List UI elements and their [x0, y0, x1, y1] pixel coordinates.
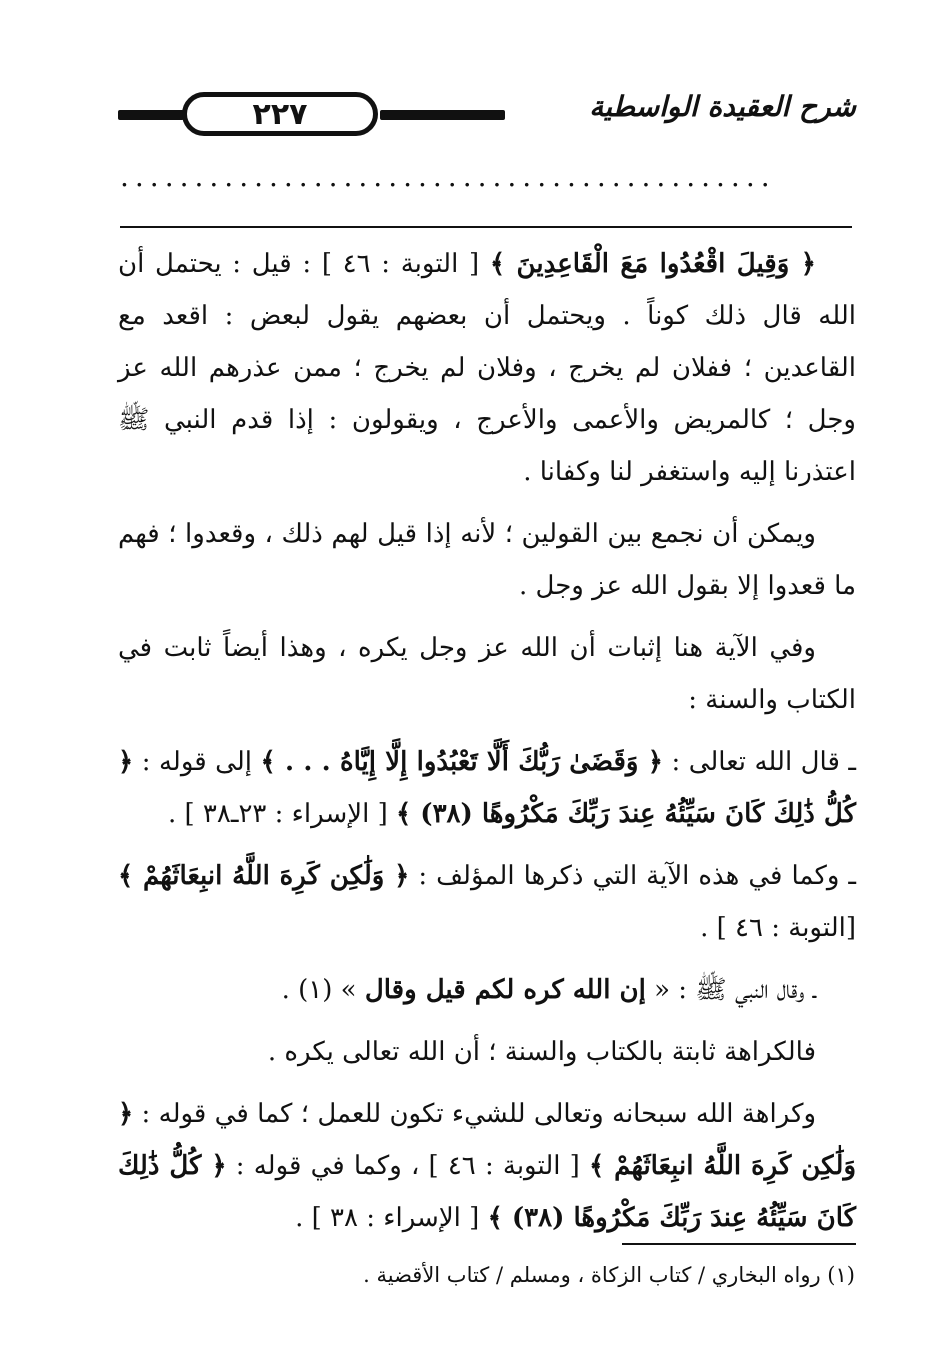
quran-quote: ﴿ وَلَٰكِن كَرِهَ اللَّهُ انبِعَاثَهُمْ ﴾	[118, 861, 410, 891]
page-number: ٢٢٧	[182, 92, 378, 136]
paragraph-text: وكراهة الله سبحانه وتعالى للشيء تكون للعمل ؛ كما في قوله :	[133, 1099, 816, 1129]
paragraph-text: ـ وكما في هذه الآية التي ذكرها المؤلف :	[409, 861, 856, 891]
book-title: شرح العقيدة الواسطية	[589, 90, 856, 123]
paragraph-text: فالكراهة ثابتة بالكتاب والسنة ؛ أن الله تعالى يكره .	[267, 1037, 816, 1067]
header-bar-right	[380, 110, 505, 120]
quran-quote: إن الله كره لكم قيل وقال	[364, 975, 646, 1005]
paragraph-text: ـ قال الله تعالى :	[662, 747, 856, 777]
paragraph-text: [ التوبة : ٤٦ ] ، وكما في قوله :	[226, 1151, 589, 1181]
paragraph-text: [ الإسراء : ٣٨ ] .	[295, 1203, 488, 1233]
paragraph-text: ويمكن أن نجمع بين القولين ؛ لأنه إذا قيل لهم ذلك ، وقعدوا ؛ فهم ما قعدوا إلا بقول الله عز وجل .	[118, 519, 856, 601]
dotted-separator: ............................................	[120, 160, 776, 193]
paragraph-p8	[118, 1088, 856, 1244]
paragraph-text: » (١) .	[281, 975, 365, 1005]
quran-quote: ﴿ كُلُّ ذَٰلِكَ كَانَ سَيِّئُهُ عِندَ رَبِّكَ مَكْرُوهًا (٣٨) ﴾	[118, 747, 856, 829]
footnote: (١) رواه البخاري / كتاب الزكاة ، ومسلم / كتاب الأقضية .	[363, 1263, 855, 1287]
paragraph-text: وفي الآية هنا إثبات أن الله عز وجل يكره ، وهذا أيضاً ثابت في الكتاب والسنة :	[118, 633, 856, 715]
header-rule	[120, 226, 852, 228]
quran-quote: ﴿ كُلُّ ذَٰلِكَ كَانَ سَيِّئُهُ عِندَ رَبِّكَ مَكْرُوهًا (٣٨) ﴾	[118, 1151, 856, 1233]
paragraph-p4	[118, 736, 856, 840]
footnote-rule	[622, 1243, 856, 1245]
paragraph-p7	[118, 1026, 856, 1078]
paragraph-text: ـ وقال النبي ﷺ : «	[645, 975, 816, 1005]
quran-quote: ﴿ وَقِيلَ اقْعُدُوا مَعَ الْقَاعِدِينَ ﴾	[489, 249, 816, 279]
paragraph-text: [التوبة : ٤٦ ] .	[700, 913, 856, 943]
paragraph-text: إلى قوله :	[133, 747, 261, 777]
paragraph-p1	[118, 238, 856, 498]
paragraph-p6	[118, 964, 856, 1016]
paragraph-p3	[118, 622, 856, 726]
page-header	[118, 88, 856, 146]
header-bar-left	[118, 110, 184, 120]
main-text	[118, 238, 856, 1254]
quran-quote: ﴿ وَلَٰكِن كَرِهَ اللَّهُ انبِعَاثَهُمْ ﴾	[118, 1099, 856, 1181]
paragraph-text: [ الإسراء : ٢٣ـ٣٨ ] .	[167, 799, 396, 829]
paragraph-p5	[118, 850, 856, 954]
paragraph-p2	[118, 508, 856, 612]
quran-quote: ﴿ وَقَضَىٰ رَبُّكَ أَلَّا تَعْبُدُوا إِلَّا إِيَّاهُ . . . ﴾	[260, 747, 663, 777]
paragraph-text: [ التوبة : ٤٦ ] : قيل : يحتمل أن الله قال ذلك كوناً . ويحتمل أن بعضهم يقول لبعض : اقعد مع القاعدين ؛ ففلان لم يخرج ، وفلان لم يخرج ؛ ممن عذرهم الله عز وجل ؛ كالمريض والأعمى والأعرج ، ويقولون : إذا قدم النبي ﷺ اعتذرنا إليه واستغفر لنا وكفانا .	[118, 249, 856, 487]
